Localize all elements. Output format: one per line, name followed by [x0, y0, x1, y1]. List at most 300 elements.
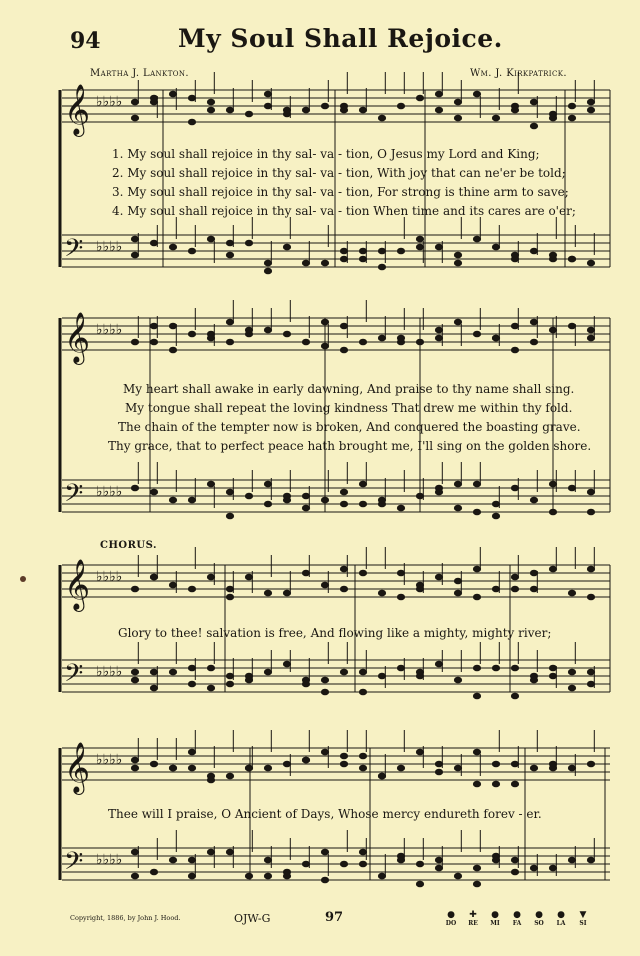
- note-head: [530, 765, 537, 771]
- key-signature-flats: ♭♭♭♭: [96, 752, 123, 768]
- note-head: [511, 857, 518, 863]
- note-head: [492, 665, 499, 671]
- note-head: [245, 240, 252, 246]
- copyright-notice: Copyright, 1886, by John J. Hood.: [70, 914, 181, 922]
- note-head: [340, 248, 347, 254]
- note-head: [169, 323, 176, 329]
- note-head: [492, 857, 499, 863]
- note-head: [207, 849, 214, 855]
- note-head: [207, 665, 214, 671]
- note-head: [492, 335, 499, 341]
- note-head: [454, 765, 461, 771]
- verse-2-line-2: My tongue shall repeat the loving kindness That drew me within thy fold.: [125, 401, 573, 415]
- note-head: [473, 693, 480, 699]
- note-head: [435, 107, 442, 113]
- note-head: [568, 485, 575, 491]
- note-head: [264, 873, 271, 879]
- note-head: [150, 869, 157, 875]
- note-head: [416, 244, 423, 250]
- note-head: [321, 319, 328, 325]
- note-head: [378, 248, 385, 254]
- note-head: [359, 765, 366, 771]
- footer-page-code: 97: [325, 910, 344, 925]
- note-head: [169, 857, 176, 863]
- note-head: [435, 574, 442, 580]
- note-head: [492, 115, 499, 121]
- note-head: [435, 335, 442, 341]
- note-head: [207, 236, 214, 242]
- note-head: [568, 669, 575, 675]
- note-head: [530, 339, 537, 345]
- note-head: [397, 765, 404, 771]
- note-head: [549, 865, 556, 871]
- note-head: [264, 327, 271, 333]
- note-head: [321, 749, 328, 755]
- note-head: [492, 501, 499, 507]
- note-head: [264, 260, 271, 266]
- note-head: [283, 244, 290, 250]
- note-head: [340, 753, 347, 759]
- note-head: [245, 673, 252, 679]
- note-head: [454, 481, 461, 487]
- note-head: [264, 91, 271, 97]
- note-head: [397, 857, 404, 863]
- note-head: [340, 861, 347, 867]
- note-head: [264, 103, 271, 109]
- note-head: [245, 765, 252, 771]
- note-head: [226, 849, 233, 855]
- note-head: [435, 865, 442, 871]
- note-head: [511, 485, 518, 491]
- note-head: [511, 781, 518, 787]
- note-head: [568, 103, 575, 109]
- note-head: [340, 347, 347, 353]
- note-head: [473, 881, 480, 887]
- note-head: [226, 513, 233, 519]
- chorus-lyric-1: Glory to thee! salvation is free, And flowing like a mighty, mighty river;: [118, 626, 552, 640]
- note-head: [131, 757, 138, 763]
- paper-stain: [20, 576, 26, 582]
- note-head: [188, 248, 195, 254]
- note-head: [340, 586, 347, 592]
- note-head: [435, 489, 442, 495]
- note-head: [226, 594, 233, 600]
- treble-clef-icon: 𝄞: [64, 559, 91, 610]
- note-head: [131, 765, 138, 771]
- note-head: [454, 252, 461, 258]
- note-head: [549, 761, 556, 767]
- note-head: [435, 769, 442, 775]
- note-head: [169, 669, 176, 675]
- note-head: [283, 111, 290, 117]
- note-head: [245, 111, 252, 117]
- note-head: [568, 323, 575, 329]
- note-head: [207, 481, 214, 487]
- note-head: [169, 347, 176, 353]
- page-number: 94: [70, 28, 101, 54]
- note-head: [473, 594, 480, 600]
- note-head: [169, 91, 176, 97]
- note-head: [131, 849, 138, 855]
- note-head: [264, 590, 271, 596]
- note-head: [302, 570, 309, 576]
- note-head: [150, 339, 157, 345]
- note-head: [188, 749, 195, 755]
- bass-clef-icon: 𝄢: [64, 479, 84, 514]
- note-head: [283, 661, 290, 667]
- note-head: [378, 590, 385, 596]
- note-head: [454, 99, 461, 105]
- note-head: [549, 509, 556, 515]
- note-head: [188, 331, 195, 337]
- note-head: [226, 339, 233, 345]
- note-head: [416, 236, 423, 242]
- lyricist-credit: Martha J. Lankton.: [90, 68, 190, 79]
- treble-clef-icon: 𝄞: [64, 84, 91, 135]
- note-head: [131, 115, 138, 121]
- note-head: [530, 99, 537, 105]
- note-head: [454, 873, 461, 879]
- note-head: [226, 107, 233, 113]
- note-head: [397, 248, 404, 254]
- note-head: [226, 673, 233, 679]
- note-head: [131, 669, 138, 675]
- note-head: [226, 773, 233, 779]
- note-head: [321, 260, 328, 266]
- note-head: [226, 240, 233, 246]
- note-head: [340, 489, 347, 495]
- verse-2-line-1: 2. My soul shall rejoice in thy sal- va - tion, With joy that can ne'er be told;: [112, 166, 566, 180]
- note-head: [378, 773, 385, 779]
- note-head: [530, 586, 537, 592]
- note-head: [150, 240, 157, 246]
- note-head: [492, 513, 499, 519]
- note-head: [416, 749, 423, 755]
- note-head: [169, 244, 176, 250]
- note-head: [188, 857, 195, 863]
- note-head: [549, 252, 556, 258]
- note-head: [492, 586, 499, 592]
- note-head: [492, 761, 499, 767]
- note-head: [207, 335, 214, 341]
- note-head: [321, 849, 328, 855]
- key-signature-flats: ♭♭♭♭: [96, 239, 123, 255]
- note-head: [359, 501, 366, 507]
- note-head: [226, 489, 233, 495]
- solfa-so: SO: [534, 920, 544, 927]
- note-head: [359, 861, 366, 867]
- note-head: [511, 693, 518, 699]
- note-head: [435, 857, 442, 863]
- song-title: My Soul Shall Rejoice.: [178, 24, 503, 53]
- note-head: [473, 781, 480, 787]
- note-head: [587, 761, 594, 767]
- note-head: [416, 339, 423, 345]
- chorus-lyric-2: Thee will I praise, O Ancient of Days, Whose mercy endureth forev - er.: [108, 807, 542, 821]
- note-head: [131, 485, 138, 491]
- solfa-si: SI: [579, 920, 587, 927]
- note-head: [359, 339, 366, 345]
- note-head: [340, 761, 347, 767]
- note-head: [169, 765, 176, 771]
- note-head: [587, 327, 594, 333]
- note-head: [340, 566, 347, 572]
- note-head: [207, 99, 214, 105]
- note-head: [359, 248, 366, 254]
- note-head: [587, 260, 594, 266]
- verse-4-line-1: 4. My soul shall rejoice in thy sal- va - tion When time and its cares are o'er;: [112, 204, 576, 218]
- note-head: [264, 669, 271, 675]
- note-head: [435, 761, 442, 767]
- shape-note-do-icon: ●: [447, 910, 455, 920]
- note-head: [340, 669, 347, 675]
- note-head: [131, 677, 138, 683]
- treble-clef-icon: 𝄞: [64, 742, 91, 793]
- note-head: [188, 497, 195, 503]
- note-head: [283, 493, 290, 499]
- note-head: [283, 590, 290, 596]
- note-head: [454, 115, 461, 121]
- note-head: [207, 107, 214, 113]
- note-head: [340, 501, 347, 507]
- shape-note-re-icon: ✚: [469, 910, 477, 920]
- note-head: [511, 323, 518, 329]
- note-head: [397, 570, 404, 576]
- note-head: [340, 107, 347, 113]
- verse-3-line-1: 3. My soul shall rejoice in thy sal- va - tion, For strong is thine arm to save;: [112, 185, 569, 199]
- note-head: [530, 497, 537, 503]
- note-head: [359, 570, 366, 576]
- note-head: [264, 481, 271, 487]
- bass-clef-icon: 𝄢: [64, 659, 84, 694]
- shape-note-la-icon: ●: [557, 910, 565, 920]
- note-head: [587, 669, 594, 675]
- note-head: [568, 115, 575, 121]
- note-head: [321, 877, 328, 883]
- note-head: [454, 505, 461, 511]
- note-head: [226, 681, 233, 687]
- note-head: [568, 765, 575, 771]
- note-head: [587, 681, 594, 687]
- note-head: [416, 493, 423, 499]
- note-head: [378, 335, 385, 341]
- verse-1-line-2: My heart shall awake in early dawning, And praise to thy name shall sing.: [123, 382, 575, 396]
- note-head: [321, 343, 328, 349]
- note-head: [169, 497, 176, 503]
- note-head: [226, 319, 233, 325]
- note-head: [283, 761, 290, 767]
- note-head: [435, 91, 442, 97]
- note-head: [549, 481, 556, 487]
- note-head: [302, 339, 309, 345]
- note-head: [511, 586, 518, 592]
- verse-1-line-1: 1. My soul shall rejoice in thy sal- va - tion, O Jesus my Lord and King;: [112, 147, 540, 161]
- note-head: [549, 566, 556, 572]
- note-head: [207, 777, 214, 783]
- note-head: [150, 685, 157, 691]
- key-signature-flats: ♭♭♭♭: [96, 484, 123, 500]
- solfa-do: DO: [445, 920, 457, 927]
- note-head: [435, 661, 442, 667]
- note-head: [397, 335, 404, 341]
- note-head: [302, 493, 309, 499]
- note-head: [549, 327, 556, 333]
- note-head: [416, 861, 423, 867]
- note-head: [340, 256, 347, 262]
- note-head: [473, 236, 480, 242]
- note-head: [549, 665, 556, 671]
- note-head: [416, 95, 423, 101]
- note-head: [587, 107, 594, 113]
- note-head: [530, 319, 537, 325]
- key-signature-flats: ♭♭♭♭: [96, 852, 123, 868]
- note-head: [416, 582, 423, 588]
- note-head: [473, 865, 480, 871]
- verse-4-line-2: Thy grace, that to perfect peace hath brought me, I'll sing on the golden shore.: [108, 439, 592, 453]
- composer-credit: Wm. J. Kirkpatrick.: [470, 68, 567, 79]
- note-head: [188, 119, 195, 125]
- solfa-re: RE: [468, 920, 478, 927]
- note-head: [321, 103, 328, 109]
- note-head: [587, 857, 594, 863]
- note-head: [511, 107, 518, 113]
- note-head: [302, 757, 309, 763]
- note-head: [321, 689, 328, 695]
- solfa-mi: MI: [490, 920, 500, 927]
- note-head: [454, 677, 461, 683]
- note-head: [245, 873, 252, 879]
- note-head: [416, 669, 423, 675]
- note-head: [188, 765, 195, 771]
- note-head: [378, 673, 385, 679]
- note-head: [473, 331, 480, 337]
- note-head: [245, 493, 252, 499]
- note-head: [378, 497, 385, 503]
- note-head: [359, 107, 366, 113]
- note-head: [530, 248, 537, 254]
- note-head: [473, 91, 480, 97]
- note-head: [131, 586, 138, 592]
- note-head: [587, 566, 594, 572]
- note-head: [454, 590, 461, 596]
- note-head: [530, 677, 537, 683]
- note-head: [150, 761, 157, 767]
- note-head: [359, 849, 366, 855]
- note-head: [131, 236, 138, 242]
- note-head: [188, 665, 195, 671]
- note-head: [587, 489, 594, 495]
- note-head: [568, 857, 575, 863]
- note-head: [530, 123, 537, 129]
- note-head: [454, 319, 461, 325]
- note-head: [359, 481, 366, 487]
- note-head: [302, 677, 309, 683]
- note-head: [454, 578, 461, 584]
- verse-3-line-2: The chain of the tempter now is broken, And conquered the boasting grave.: [118, 420, 581, 434]
- chorus-label: CHORUS.: [100, 540, 157, 551]
- note-head: [302, 861, 309, 867]
- note-head: [359, 256, 366, 262]
- note-head: [264, 765, 271, 771]
- note-head: [397, 594, 404, 600]
- note-head: [378, 115, 385, 121]
- note-head: [131, 873, 138, 879]
- note-head: [435, 244, 442, 250]
- note-head: [359, 689, 366, 695]
- shape-note-fa-icon: ●: [513, 910, 521, 920]
- solfa-la: LA: [556, 920, 566, 927]
- collection-code: OJW-G: [234, 912, 271, 925]
- key-signature-flats: ♭♭♭♭: [96, 94, 123, 110]
- note-head: [397, 665, 404, 671]
- note-head: [188, 873, 195, 879]
- note-head: [150, 489, 157, 495]
- note-head: [511, 347, 518, 353]
- note-head: [150, 323, 157, 329]
- note-head: [473, 481, 480, 487]
- bass-clef-icon: 𝄢: [64, 847, 84, 882]
- note-head: [473, 665, 480, 671]
- note-head: [169, 582, 176, 588]
- note-head: [264, 857, 271, 863]
- note-head: [264, 501, 271, 507]
- note-head: [454, 260, 461, 266]
- key-signature-flats: ♭♭♭♭: [96, 569, 123, 585]
- note-head: [188, 681, 195, 687]
- note-head: [245, 574, 252, 580]
- note-head: [397, 103, 404, 109]
- shape-note-si-icon: ▼: [579, 910, 587, 920]
- note-head: [150, 574, 157, 580]
- note-head: [207, 685, 214, 691]
- note-head: [378, 264, 385, 270]
- note-head: [492, 244, 499, 250]
- note-head: [511, 574, 518, 580]
- solfa-fa: FA: [512, 920, 522, 927]
- note-head: [188, 586, 195, 592]
- note-head: [150, 99, 157, 105]
- note-head: [511, 869, 518, 875]
- note-head: [245, 327, 252, 333]
- note-head: [378, 873, 385, 879]
- key-signature-flats: ♭♭♭♭: [96, 322, 123, 338]
- note-head: [226, 252, 233, 258]
- bass-clef-icon: 𝄢: [64, 234, 84, 269]
- note-head: [549, 111, 556, 117]
- note-head: [207, 574, 214, 580]
- key-signature-flats: ♭♭♭♭: [96, 664, 123, 680]
- note-head: [587, 509, 594, 515]
- note-head: [321, 677, 328, 683]
- note-head: [321, 582, 328, 588]
- note-head: [568, 685, 575, 691]
- note-head: [530, 865, 537, 871]
- note-head: [511, 665, 518, 671]
- note-head: [492, 781, 499, 787]
- note-head: [188, 95, 195, 101]
- note-head: [530, 570, 537, 576]
- note-head: [511, 761, 518, 767]
- note-head: [131, 99, 138, 105]
- note-head: [416, 881, 423, 887]
- note-head: [587, 594, 594, 600]
- note-head: [568, 256, 575, 262]
- note-head: [131, 339, 138, 345]
- note-head: [264, 268, 271, 274]
- note-head: [587, 335, 594, 341]
- note-head: [473, 749, 480, 755]
- note-head: [283, 331, 290, 337]
